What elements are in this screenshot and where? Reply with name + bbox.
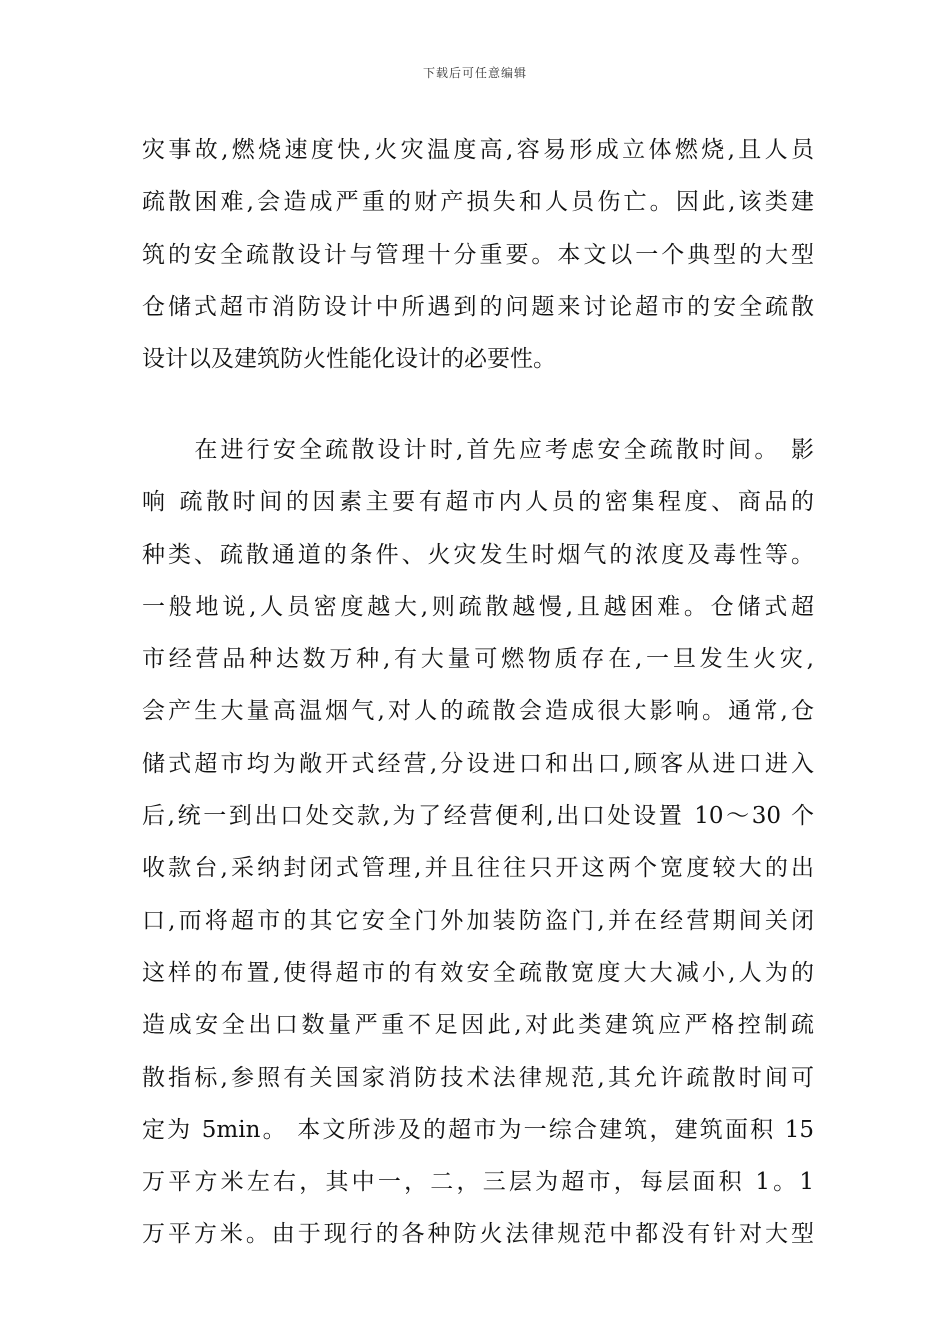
text-line: 筑的安全疏散设计与管理十分重要。本文以一个典型的大型 bbox=[142, 241, 814, 268]
text-line: 口,而将超市的其它安全门外加装防盗门,并在经营期间关闭 bbox=[142, 907, 814, 934]
text-line: 仓储式超市消防设计中所遇到的问题来讨论超市的安全疏散 bbox=[142, 293, 814, 320]
text-line: 散指标,参照有关国家消防技术法律规范,其允许疏散时间可 bbox=[142, 1064, 814, 1091]
paragraph-1 bbox=[142, 124, 814, 385]
text-line: 定为 5min。 本文所涉及的超市为一综合建筑，建筑面积 15 bbox=[142, 1116, 814, 1143]
text-line: 市经营品种达数万种,有大量可燃物质存在,一旦发生火灾, bbox=[142, 646, 814, 673]
text-line: 设计以及建筑防火性能化设计的必要性。 bbox=[142, 346, 556, 373]
text-line: 这样的布置,使得超市的有效安全疏散宽度大大减小,人为的 bbox=[142, 959, 814, 986]
page-header: 下载后可任意编辑 bbox=[422, 66, 527, 80]
text-line: 灾事故,燃烧速度快,火灾温度高,容易形成立体燃烧,且人员 bbox=[142, 137, 814, 163]
text-line: 造成安全出口数量严重不足因此,对此类建筑应严格控制疏 bbox=[142, 1012, 814, 1039]
text-line: 在进行安全疏散设计时,首先应考虑安全疏散时间。 影 bbox=[142, 437, 814, 463]
paragraph-2 bbox=[142, 424, 814, 1261]
text-line: 种类、疏散通道的条件、火灾发生时烟气的浓度及毒性等。 bbox=[142, 541, 814, 568]
text-line: 一般地说,人员密度越大,则疏散越慢,且越困难。仓储式超 bbox=[142, 593, 814, 620]
text-line: 会产生大量高温烟气,对人的疏散会造成很大影响。通常,仓 bbox=[142, 698, 814, 725]
text-line: 万平方米。由于现行的各种防火法律规范中都没有针对大型 bbox=[142, 1221, 814, 1248]
text-line: 响 疏散时间的因素主要有超市内人员的密集程度、商品的 bbox=[142, 489, 814, 516]
text-line: 收款台,采纳封闭式管理,并且往往只开这两个宽度较大的出 bbox=[142, 855, 814, 882]
text-line: 疏散困难,会造成严重的财产损失和人员伤亡。因此,该类建 bbox=[142, 189, 814, 216]
text-line: 万平方米左右，其中一，二，三层为超市，每层面积 1。1 bbox=[142, 1169, 814, 1196]
text-line: 储式超市均为敞开式经营,分设进口和出口,顾客从进口进入 bbox=[142, 750, 814, 777]
text-line: 后,统一到出口处交款,为了经营便利,出口处设置 10～30 个 bbox=[142, 803, 814, 830]
